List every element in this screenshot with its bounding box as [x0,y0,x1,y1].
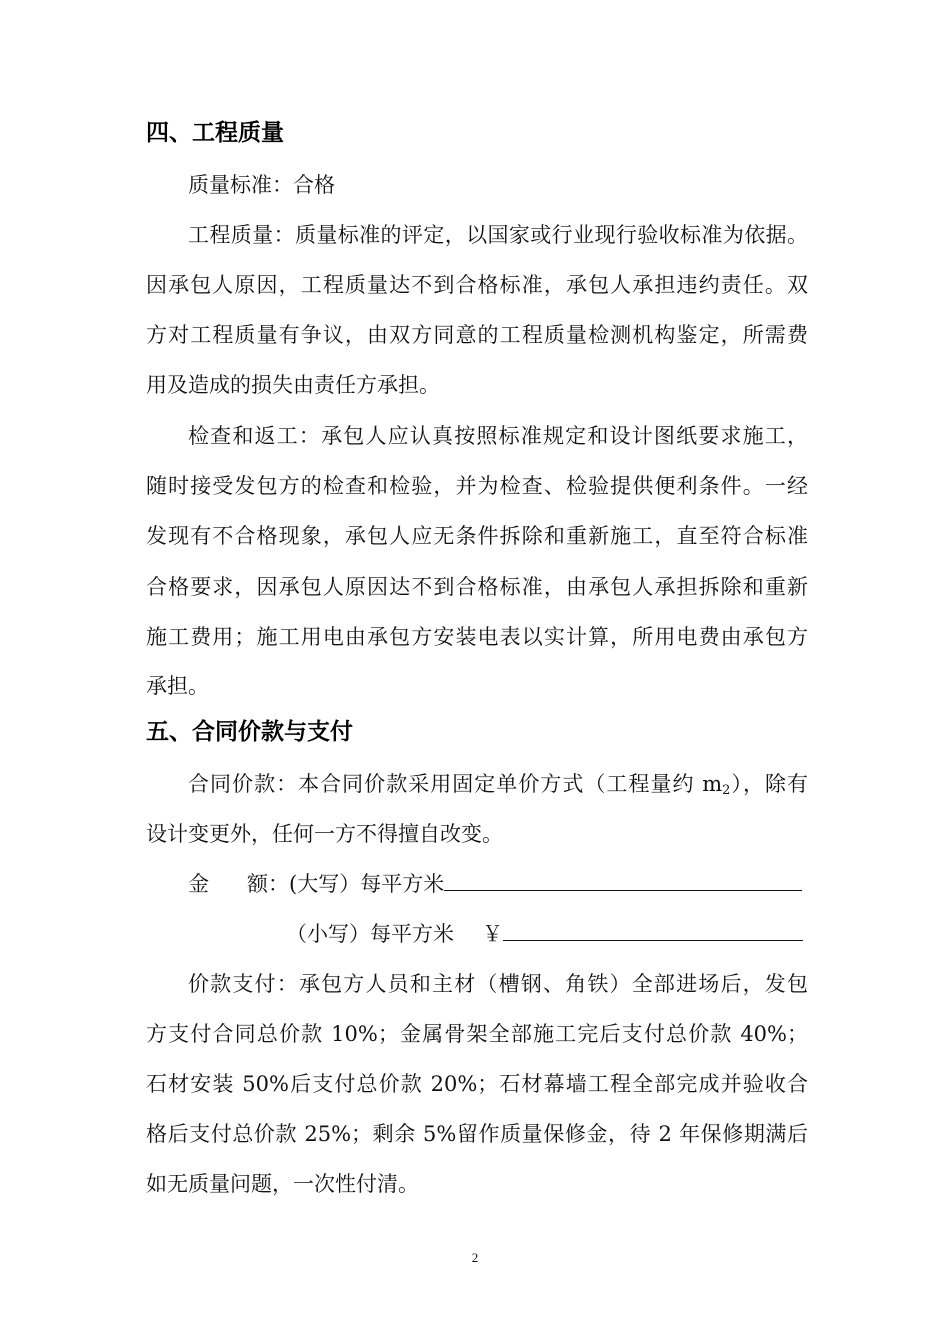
section-4-heading: 四、工程质量 [146,120,284,146]
payment-paragraph-line: 方支付合同总价款 10%；金属骨架全部施工完后支付总价款 40%； [146,1022,808,1046]
contract-price-line: 设计变更外，任何一方不得擅自改变。 [146,822,503,846]
quality-standard-line: 质量标准：合格 [188,173,335,197]
payment-paragraph-line: 格后支付总价款 25%；剩余 5%留作质量保修金，待 2 年保修期满后 [146,1122,808,1146]
contract-price-text-end: ），除有 [730,772,808,796]
yen-sign: ￥ [482,922,503,946]
section-5-heading: 五、合同价款与支付 [146,719,353,745]
contract-price-line [188,768,808,800]
inspection-paragraph-line: 检查和返工：承包人应认真按照标准规定和设计图纸要求施工， [188,424,808,448]
amount-upper-line [188,868,808,900]
quality-paragraph-line: 因承包人原因，工程质量达不到合格标准，承包人承担违约责任。双 [146,273,808,297]
amount-lower-line [286,918,808,950]
square-superscript: 2 [722,783,731,798]
inspection-paragraph-line: 施工费用；施工用电由承包方安装电表以实计算，所用电费由承包方 [146,625,808,649]
amount-label-b: 额： [247,872,289,896]
contract-price-text: 合同价款：本合同价款采用固定单价方式（工程量约 m [188,772,723,796]
payment-paragraph-line: 价款支付：承包方人员和主材（槽钢、角铁）全部进场后，发包 [188,972,808,996]
inspection-paragraph-line: 发现有不合格现象，承包人应无条件拆除和重新施工，直至符合标准 [146,524,808,548]
amount-upper-blank [444,870,802,891]
payment-paragraph-line: 石材安装 50%后支付总价款 20%；石材幕墙工程全部完成并验收合 [146,1072,808,1096]
inspection-paragraph-line: 合格要求，因承包人原因达不到合格标准，由承包人承担拆除和重新 [146,575,808,599]
amount-lower-label: （小写）每平方米 [286,922,454,946]
amount-upper-label: (大写）每平方米 [289,872,445,896]
inspection-paragraph-line: 随时接受发包方的检查和检验，并为检查、检验提供便利条件。一经 [146,474,808,498]
amount-label-a: 金 [188,872,209,896]
payment-paragraph-line: 如无质量问题，一次性付清。 [146,1172,419,1196]
quality-paragraph-line: 工程质量：质量标准的评定，以国家或行业现行验收标准为依据。 [188,223,808,247]
inspection-paragraph-line: 承担。 [146,674,209,698]
amount-lower-blank [503,920,803,941]
page-number: 2 [471,1250,479,1265]
quality-paragraph-line: 方对工程质量有争议，由双方同意的工程质量检测机构鉴定，所需费 [146,323,808,347]
quality-paragraph-line: 用及造成的损失由责任方承担。 [146,373,440,397]
